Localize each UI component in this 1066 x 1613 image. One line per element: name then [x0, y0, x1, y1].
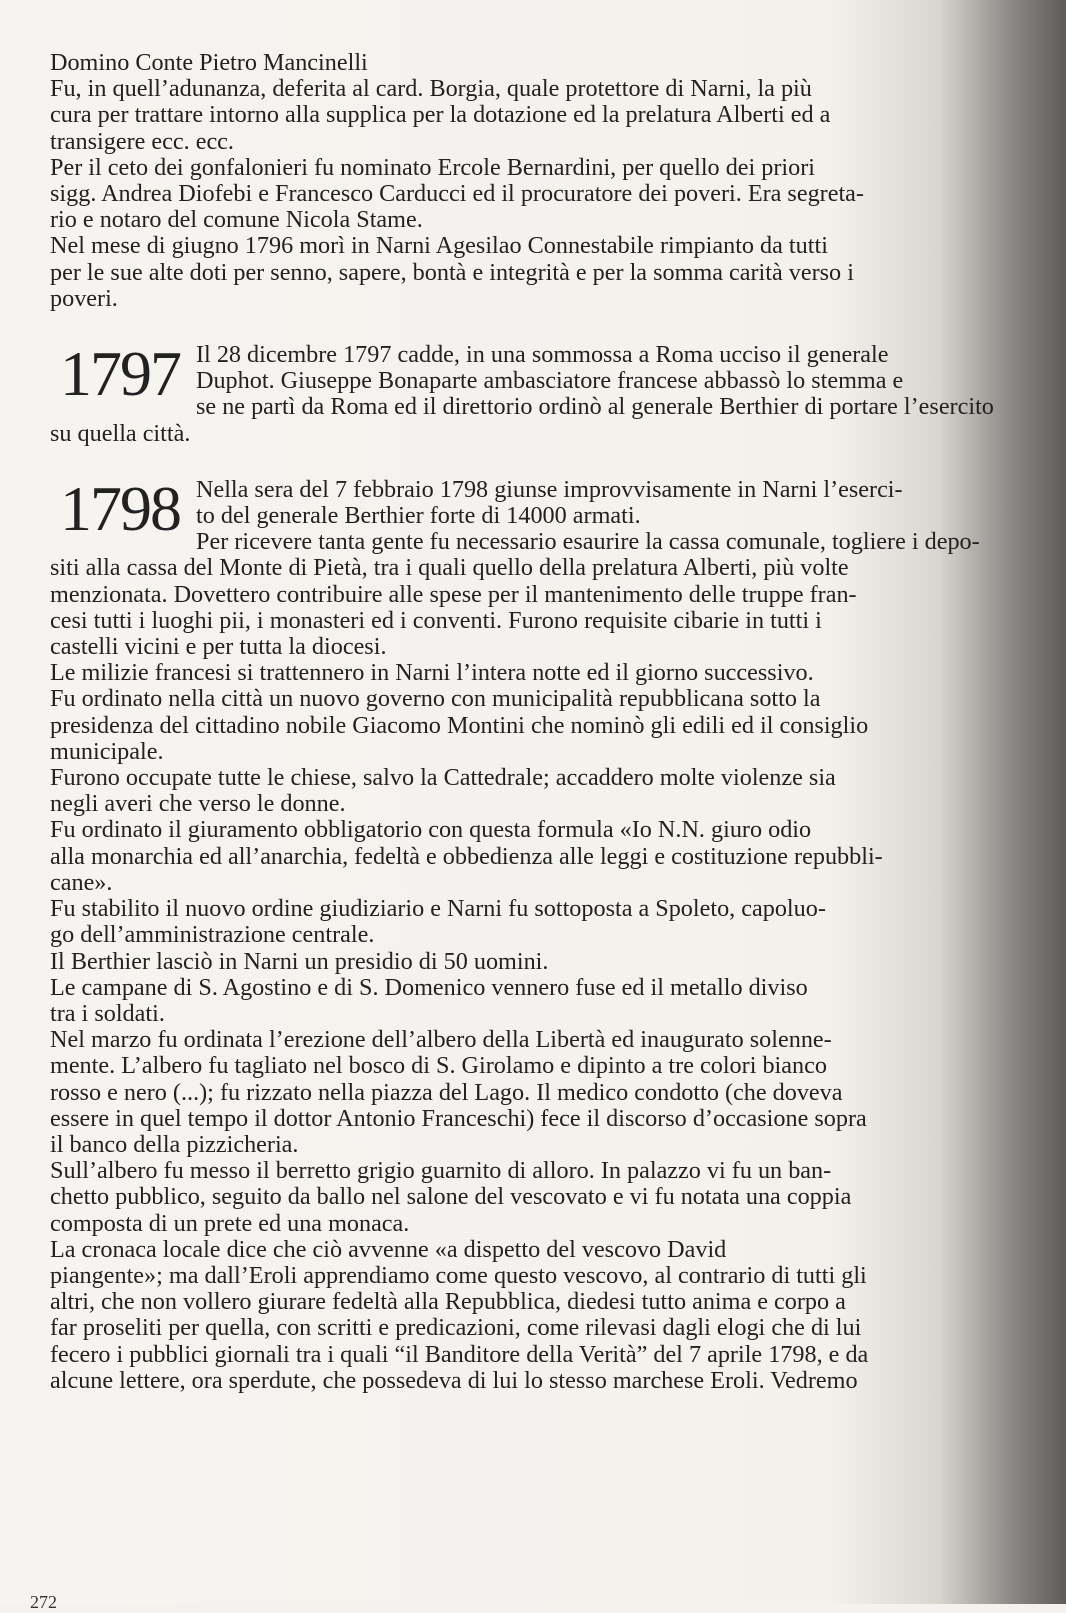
- page-text: [50, 50, 1040, 1394]
- text-line: Nella sera del 7 febbraio 1798 giunse improvvisamente in Narni l’eserci-: [196, 475, 903, 503]
- section-1797: [50, 338, 1040, 447]
- text-line: composta di un prete ed una monaca.: [50, 1209, 410, 1237]
- text-line: La cronaca locale dice che ciò avvenne «a dispetto del vescovo David: [50, 1235, 727, 1263]
- year-heading-1797: 1797: [60, 338, 180, 410]
- text-line: Le campane di S. Agostino e di S. Domenico vennero fuse ed il metallo diviso: [50, 973, 808, 1001]
- text-line: go dell’amministrazione centrale.: [50, 921, 375, 949]
- text-line: rio e notaro del comune Nicola Stame.: [50, 206, 423, 234]
- text-line: cane».: [50, 868, 113, 896]
- text-line: cura per trattare intorno alla supplica per la dotazione ed la prelatura Alberti ed a: [50, 101, 831, 129]
- paragraph-mancinelli: [50, 50, 1040, 155]
- paragraph-connestabile: [50, 233, 1040, 312]
- text-line: Nel mese di giugno 1796 morì in Narni Agesilao Connestabile rimpianto da tutti: [50, 232, 828, 260]
- text-line: altri, che non vollero giurare fedeltà alla Repubblica, diedesi tutto anima e corpo a: [50, 1288, 846, 1316]
- paragraph-gonfalonieri: [50, 155, 1040, 234]
- text-line: Fu ordinato nella città un nuovo governo con municipalità repubblicana sotto la: [50, 685, 821, 713]
- text-line: piangente»; ma dall’Eroli apprendiamo come questo vescovo, al contrario di tutti gli: [50, 1261, 867, 1289]
- text-line: Per ricevere tanta gente fu necessario esaurire la cassa comunale, togliere i depo-: [196, 528, 980, 556]
- text-line: Le milizie francesi si trattennero in Narni l’intera notte ed il giorno successivo.: [50, 659, 814, 687]
- text-line: tra i soldati.: [50, 999, 165, 1027]
- text-line: chetto pubblico, seguito da ballo nel salone del vescovato e vi fu notata una coppia: [50, 1183, 852, 1211]
- text-line: Il 28 dicembre 1797 cadde, in una sommossa a Roma ucciso il generale: [196, 341, 889, 369]
- section-1798: [50, 472, 1040, 1394]
- text-line: essere in quel tempo il dottor Antonio Franceschi) fece il discorso d’occasione sopra: [50, 1104, 867, 1132]
- text-line: presidenza del cittadino nobile Giacomo Montini che nominò gli edili ed il consiglio: [50, 711, 869, 739]
- text-line: alla monarchia ed all’anarchia, fedeltà e obbedienza alle leggi e costituzione repubbli-: [50, 842, 883, 870]
- text-line: far proseliti per quella, con scritti e predicazioni, come rilevasi dagli elogi che di lui: [50, 1314, 862, 1342]
- text-line: il banco della pizzicheria.: [50, 1130, 299, 1158]
- text-line: Fu ordinato il giuramento obbligatorio con questa formula «Io N.N. giuro odio: [50, 816, 812, 844]
- text-line: su quella città.: [50, 419, 191, 447]
- text-line: Nel marzo fu ordinata l’erezione dell’albero della Libertà ed inaugurato solenne-: [50, 1026, 832, 1054]
- text-line: poveri.: [50, 284, 118, 312]
- text-line: to del generale Berthier forte di 14000 armati.: [196, 502, 641, 530]
- text-line: rosso e nero (...); fu rizzato nella piazza del Lago. Il medico condotto (che doveva: [50, 1078, 843, 1106]
- text-line: Duphot. Giuseppe Bonaparte ambasciatore francese abbassò lo stemma e: [196, 367, 904, 395]
- text-line: Fu stabilito il nuovo ordine giudiziario e Narni fu sottoposta a Spoleto, capoluo-: [50, 895, 826, 923]
- text-line: se ne partì da Roma ed il direttorio ordinò al generale Berthier di portare l’esercito: [196, 393, 994, 421]
- year-heading-1798: 1798: [60, 472, 180, 544]
- text-line: negli averi che verso le donne.: [50, 790, 346, 818]
- text-line: fecero i pubblici giornali tra i quali “il Banditore della Verità” del 7 aprile 1798, e da: [50, 1340, 869, 1368]
- text-line: transigere ecc. ecc.: [50, 127, 234, 155]
- text-line: siti alla cassa del Monte di Pietà, tra i quali quello della prelatura Alberti, più volte: [50, 554, 849, 582]
- text-line: Fu, in quell’adunanza, deferita al card. Borgia, quale protettore di Narni, la più: [50, 75, 812, 103]
- text-line: mente. L’albero fu tagliato nel bosco di S. Girolamo e dipinto a tre colori bianco: [50, 1052, 827, 1080]
- text-line: sigg. Andrea Diofebi e Francesco Carducci ed il procuratore dei poveri. Era segreta-: [50, 180, 864, 208]
- text-line: Il Berthier lasciò in Narni un presidio di 50 uomini.: [50, 947, 549, 975]
- text-line: Sull’albero fu messo il berretto grigio guarnito di alloro. In palazzo vi fu un ban-: [50, 1157, 832, 1185]
- page-number: 272: [30, 1592, 57, 1612]
- text-line: castelli vicini e per tutta la diocesi.: [50, 633, 387, 661]
- text-line: alcune lettere, ora sperdute, che possedeva di lui lo stesso marchese Eroli. Vedremo: [50, 1366, 858, 1394]
- text-line: Per il ceto dei gonfalonieri fu nominato Ercole Bernardini, per quello dei priori: [50, 153, 816, 181]
- text-line: Domino Conte Pietro Mancinelli: [50, 49, 368, 76]
- text-line: cesi tutti i luoghi pii, i monasteri ed i conventi. Furono requisite cibarie in tutti i: [50, 606, 822, 634]
- text-line: Furono occupate tutte le chiese, salvo la Cattedrale; accaddero molte violenze sia: [50, 764, 836, 792]
- text-line: per le sue alte doti per senno, sapere, bontà e integrità e per la somma carità verso i: [50, 258, 854, 286]
- text-line: menzionata. Dovettero contribuire alle spese per il mantenimento delle truppe fran-: [50, 580, 857, 608]
- text-line: municipale.: [50, 737, 164, 765]
